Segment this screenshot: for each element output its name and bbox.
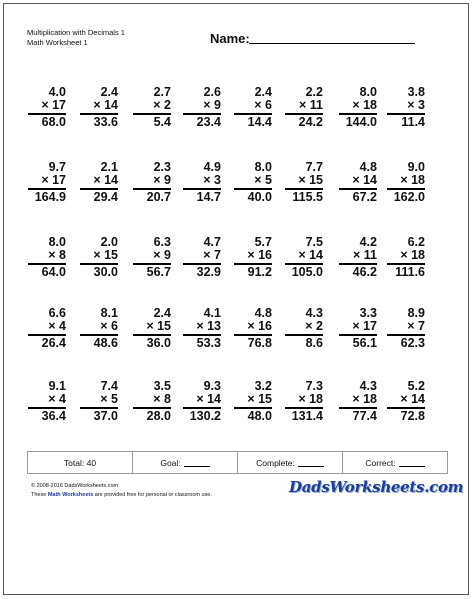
problem-multiplicand: 2.1 [100,160,118,174]
score-correct [343,452,447,473]
problem-multiplicand: 2.4 [100,85,118,99]
problem-answer: 164.9 [34,190,66,204]
problem-5-3 [133,380,171,423]
problem-multiplicand: 6.2 [407,235,425,249]
problem-4-6 [285,307,323,350]
problem-multiplier: × 17 [28,174,66,190]
problem-multiplier: × 2 [285,320,323,336]
problem-multiplier: × 4 [28,393,66,409]
problem-multiplier: × 15 [133,320,171,336]
problem-5-7 [339,380,377,423]
problem-multiplicand: 4.3 [305,306,323,320]
problem-multiplicand: 9.1 [48,379,66,393]
problem-multiplicand: 4.2 [359,235,377,249]
score-correct-label: Correct: [365,457,396,468]
problem-1-1 [28,86,66,129]
problem-multiplicand: 8.0 [359,85,377,99]
problem-answer: 68.0 [41,115,66,129]
problem-3-6 [285,236,323,279]
problem-multiplicand: 2.2 [305,85,323,99]
problem-answer: 30.0 [93,265,118,279]
problem-multiplicand: 4.8 [254,306,272,320]
problem-multiplicand: 3.8 [407,85,425,99]
problem-multiplier: × 15 [234,393,272,409]
score-box [27,451,448,474]
problem-multiplicand: 8.9 [407,306,425,320]
problem-answer: 20.7 [146,190,171,204]
problem-answer: 33.6 [93,115,118,129]
problem-multiplicand: 7.3 [305,379,323,393]
problem-multiplicand: 3.2 [254,379,272,393]
dadsworksheets-logo[interactable]: DadsWorksheets.com [289,478,464,496]
problem-multiplicand: 2.4 [153,306,171,320]
problem-multiplicand: 8.0 [48,235,66,249]
problem-multiplicand: 6.3 [153,235,171,249]
problem-3-8 [387,236,425,279]
problem-multiplicand: 9.7 [48,160,66,174]
problem-answer: 5.4 [153,115,171,129]
problem-multiplier: × 16 [234,320,272,336]
problem-multiplier: × 8 [133,393,171,409]
problem-multiplier: × 3 [183,174,221,190]
problem-multiplicand: 8.0 [254,160,272,174]
problem-multiplier: × 5 [80,393,118,409]
problem-multiplier: × 6 [234,99,272,115]
problem-answer: 40.0 [247,190,272,204]
problem-answer: 64.0 [41,265,66,279]
problem-5-2 [80,380,118,423]
problem-answer: 130.2 [189,409,221,423]
problem-multiplicand: 5.2 [407,379,425,393]
problem-multiplicand: 2.7 [153,85,171,99]
usage-note-pre: These [31,492,48,498]
score-total [28,452,133,473]
problem-multiplier: × 18 [387,249,425,265]
problem-2-8 [387,161,425,204]
problem-multiplier: × 3 [387,99,425,115]
problem-answer: 11.4 [401,115,425,129]
problem-multiplier: × 9 [183,99,221,115]
problem-answer: 48.0 [247,409,272,423]
problem-multiplier: × 15 [285,174,323,190]
problem-multiplicand: 8.1 [100,306,118,320]
problem-answer: 62.3 [400,336,425,350]
problem-multiplier: × 7 [183,249,221,265]
problem-multiplier: × 18 [339,99,377,115]
problem-answer: 24.2 [298,115,323,129]
usage-note-link[interactable]: Math Worksheets [47,492,94,498]
score-complete-blank[interactable] [298,458,324,467]
problem-multiplier: × 4 [28,320,66,336]
problem-multiplier: × 14 [285,249,323,265]
problem-answer: 36.4 [41,409,66,423]
problem-multiplicand: 5.7 [254,235,272,249]
problem-multiplicand: 6.6 [48,306,66,320]
problem-multiplicand: 7.5 [305,235,323,249]
problem-answer: 46.2 [352,265,377,279]
problem-multiplicand: 4.9 [203,160,221,174]
problem-multiplicand: 2.4 [254,85,272,99]
problem-answer: 32.9 [196,265,221,279]
problem-multiplicand: 7.7 [305,160,323,174]
problem-1-7 [339,86,377,129]
name-label: Name: [210,31,250,46]
problem-3-3 [133,236,171,279]
problem-3-5 [234,236,272,279]
problem-4-8 [387,307,425,350]
problem-2-2 [80,161,118,204]
problem-multiplier: × 14 [339,174,377,190]
problem-multiplier: × 11 [285,99,323,115]
problem-4-3 [133,307,171,350]
problem-multiplicand: 3.5 [153,379,171,393]
problem-2-1 [28,161,66,204]
problem-5-5 [234,380,272,423]
problem-multiplier: × 5 [234,174,272,190]
problem-multiplicand: 4.1 [203,306,221,320]
problem-4-2 [80,307,118,350]
problem-3-4 [183,236,221,279]
problem-answer: 36.0 [146,336,171,350]
problem-multiplier: × 11 [339,249,377,265]
worksheet-subtitle: Math Worksheet 1 [27,38,88,47]
score-goal-blank[interactable] [184,458,210,467]
problem-answer: 76.8 [247,336,272,350]
usage-note-post: are provided free for personal or classroom use. [93,492,212,498]
problem-answer: 14.4 [247,115,272,129]
problem-multiplier: × 17 [28,99,66,115]
score-complete [238,452,343,473]
problem-multiplier: × 8 [28,249,66,265]
problem-multiplier: × 17 [339,320,377,336]
problem-multiplier: × 15 [80,249,118,265]
problem-answer: 131.4 [291,409,323,423]
problem-answer: 56.1 [352,336,377,350]
problem-answer: 53.3 [196,336,221,350]
problem-2-3 [133,161,171,204]
score-goal [133,452,238,473]
usage-note [31,492,212,498]
problem-5-1 [28,380,66,423]
problem-multiplier: × 6 [80,320,118,336]
problem-multiplicand: 4.3 [359,379,377,393]
problem-multiplier: × 9 [133,249,171,265]
problem-answer: 56.7 [146,265,171,279]
score-total-label: Total: 40 [63,457,97,468]
problem-multiplicand: 3.3 [359,306,377,320]
problem-answer: 115.5 [292,190,323,204]
problem-multiplicand: 2.6 [203,85,221,99]
problem-3-2 [80,236,118,279]
problem-5-4 [183,380,221,423]
problem-4-5 [234,307,272,350]
problem-multiplier: × 18 [387,174,425,190]
problem-multiplier: × 13 [183,320,221,336]
problem-3-1 [28,236,66,279]
problem-answer: 29.4 [93,190,118,204]
problem-1-4 [183,86,221,129]
problem-multiplicand: 7.4 [100,379,118,393]
problem-answer: 8.6 [305,336,323,350]
problem-answer: 14.7 [196,190,221,204]
problem-answer: 105.0 [291,265,323,279]
problem-multiplier: × 18 [339,393,377,409]
problem-1-3 [133,86,171,129]
problem-answer: 162.0 [393,190,425,204]
problem-4-7 [339,307,377,350]
problem-multiplier: × 14 [183,393,221,409]
problem-answer: 77.4 [352,409,377,423]
worksheet-title: Multiplication with Decimals 1 [27,28,125,37]
problem-answer: 23.4 [196,115,221,129]
score-goal-label: Goal: [160,457,181,468]
problem-multiplier: × 14 [387,393,425,409]
problem-answer: 91.2 [247,265,272,279]
problem-1-8 [387,86,425,129]
problem-4-4 [183,307,221,350]
problem-answer: 28.0 [146,409,171,423]
problem-2-7 [339,161,377,204]
problem-multiplicand: 2.3 [153,160,171,174]
problem-multiplicand: 9.3 [203,379,221,393]
problem-answer: 48.6 [93,336,118,350]
problem-multiplier: × 14 [80,174,118,190]
copyright-text: © 2008-2016 DadsWorksheets.com [31,483,119,489]
score-correct-blank[interactable] [399,458,425,467]
problem-multiplicand: 2.0 [100,235,118,249]
problem-answer: 67.2 [352,190,377,204]
problem-2-5 [234,161,272,204]
problem-multiplier: × 16 [234,249,272,265]
problem-1-5 [234,86,272,129]
problem-answer: 37.0 [93,409,118,423]
problem-multiplier: × 9 [133,174,171,190]
problem-5-8 [387,380,425,423]
problem-2-6 [285,161,323,204]
problem-multiplicand: 9.0 [407,160,425,174]
problem-multiplicand: 4.7 [203,235,221,249]
problem-1-6 [285,86,323,129]
problem-multiplier: × 18 [285,393,323,409]
problem-multiplier: × 2 [133,99,171,115]
problem-4-1 [28,307,66,350]
problem-multiplicand: 4.8 [359,160,377,174]
problem-1-2 [80,86,118,129]
problem-answer: 144.0 [345,115,377,129]
score-complete-label: Complete: [256,457,295,468]
problem-answer: 72.8 [400,409,425,423]
problem-answer: 26.4 [41,336,66,350]
problem-multiplier: × 7 [387,320,425,336]
problem-multiplicand: 4.0 [48,85,66,99]
problem-answer: 111.6 [395,265,425,279]
problem-5-6 [285,380,323,423]
problem-multiplier: × 14 [80,99,118,115]
problem-3-7 [339,236,377,279]
problem-2-4 [183,161,221,204]
